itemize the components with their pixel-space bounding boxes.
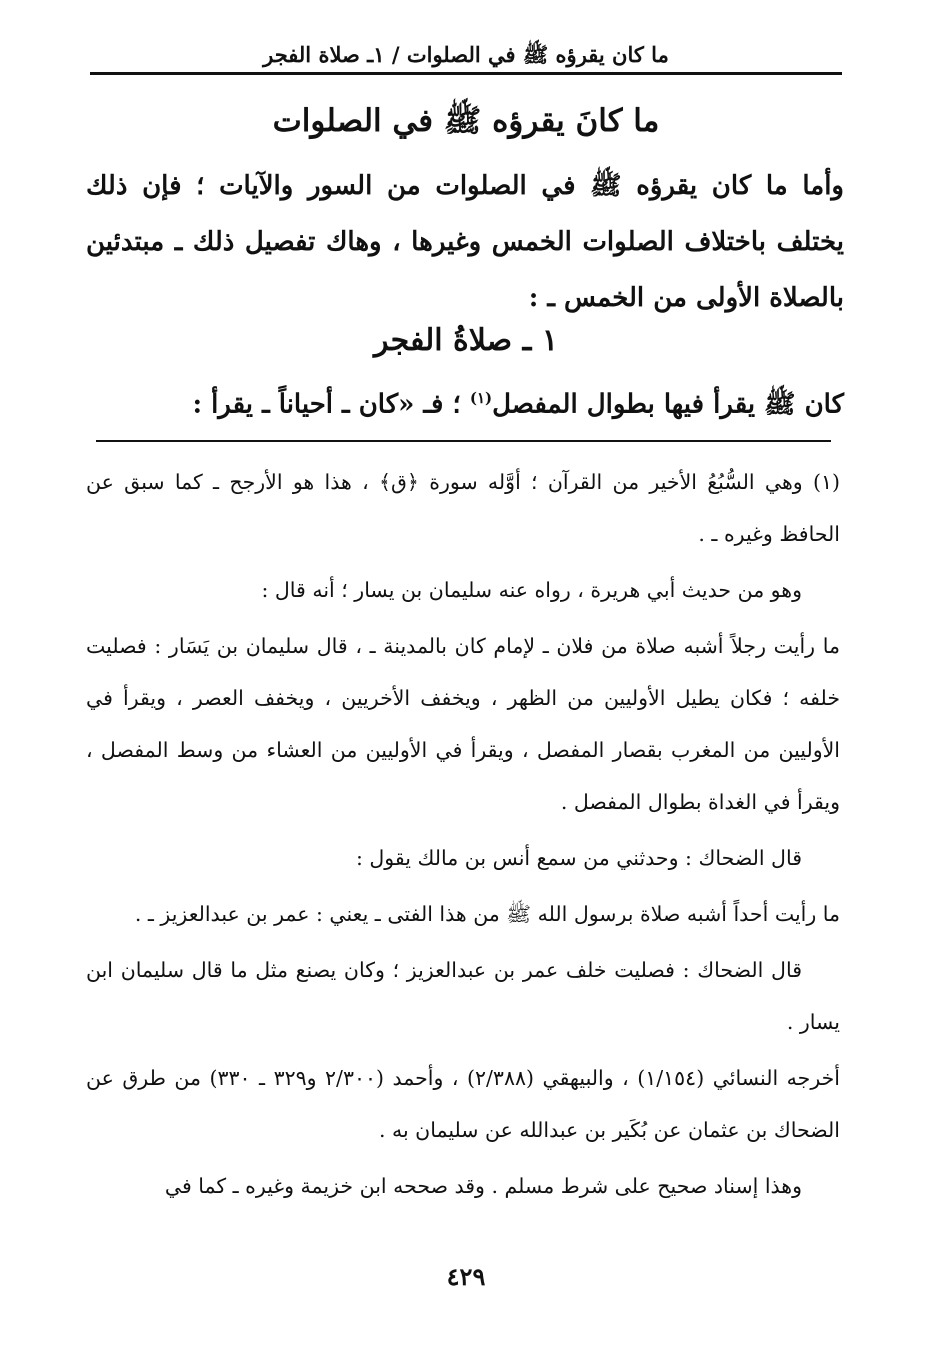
footnote-paragraph: وهو من حديث أبي هريرة ، رواه عنه سليمان بن يسار ؛ أنه قال : — [261, 578, 802, 602]
lead-tail: ؛ فـ «كان ـ أحياناً ـ يقرأ : — [192, 389, 470, 420]
footnote-paragraph: أخرجه النسائي (١/١٥٤) ، والبيهقي (٢/٣٨٨) ، وأحمد (٢/٣٠٠ و٣٢٩ ـ ٣٣٠) من طرق عن الضحاك بن عثمان عن بُكَير بن عبدالله عن سليمان به . — [86, 1066, 841, 1142]
lead-text: كان ﷺ يقرأ فيها بطوال المفصل — [492, 389, 844, 420]
footnote-ref: (١) — [469, 389, 493, 407]
section-title: ما كانَ يقرؤه ﷺ في الصلوات — [272, 103, 660, 139]
lead-paragraph — [86, 376, 844, 427]
subsection-title: ١ ـ صلاةُ الفجر — [374, 323, 558, 358]
footnote-paragraph: ما رأيت أحداً أشبه صلاة برسول الله ﷺ من هذا الفتى ـ يعني : عمر بن عبدالعزيز ـ . — [134, 902, 840, 926]
footnote-separator — [96, 440, 831, 442]
running-header: ما كان يقرؤه ﷺ في الصلوات / ١ـ صلاة الفجر — [263, 42, 669, 67]
footnote-paragraph: ما رأيت رجلاً أشبه صلاة من فلان ـ لإمام كان بالمدينة ـ ، قال سليمان بن يَسَار : فصليت خلفه ؛ فكان يطيل الأوليين من الظهر ، ويخفف الأخريين ، ويخفف العصر ، ويقرأ في الأوليين من المغرب بقصار المفصل ، ويقرأ في الأوليين من العشاء من وسط المفصل ، ويقرأ في الغداة بطوال المفصل . — [86, 634, 840, 814]
footnotes — [86, 456, 840, 1216]
header-rule — [90, 72, 842, 75]
page-number: ٤٢٩ — [446, 1262, 486, 1291]
footnote-paragraph: قال الضحاك : فصليت خلف عمر بن عبدالعزيز ؛ وكان يصنع مثل ما قال سليمان ابن يسار . — [86, 958, 840, 1034]
footnote-paragraph: (١) وهي السُّبُعُ الأخير من القرآن ؛ أوَّله سورة ﴿ق﴾ ، هذا هو الأرجح ـ كما سبق عن الحافظ وغيره ـ . — [86, 470, 841, 546]
footnote-paragraph: قال الضحاك : وحدثني من سمع أنس بن مالك يقول : — [355, 846, 802, 870]
footnote-paragraph: وهذا إسناد صحيح على شرط مسلم . وقد صححه ابن خزيمة وغيره ـ كما في — [164, 1174, 802, 1198]
intro-paragraph: وأما ما كان يقرؤه ﷺ في الصلوات من السور والآيات ؛ فإن ذلك يختلف باختلاف الصلوات الخمس وغيرها ، وهاك تفصيل ذلك ـ مبتدئين بالصلاة الأولى من الخمس ـ : — [86, 171, 844, 313]
